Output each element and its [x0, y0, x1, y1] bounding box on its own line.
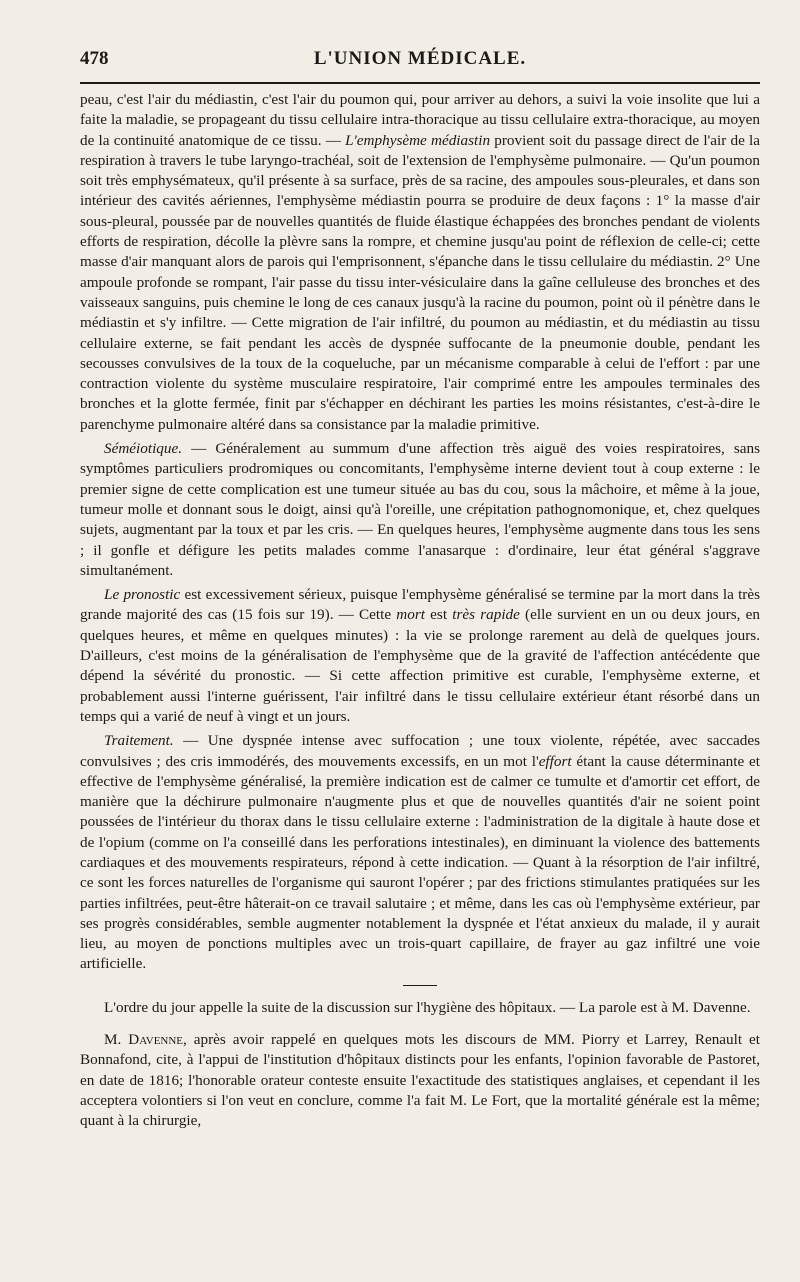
paragraph-text: est excessivement sérieux, puisque l'emphysème généralisé se termine par la mort dans la très grande majorité des cas (15 fois sur 19). — Cette: [80, 586, 761, 624]
section-heading: Le pronostic: [104, 586, 181, 604]
running-title: L'UNION MÉDICALE.: [313, 48, 527, 69]
paragraph-text: — Généralement au summum d'une affection très aiguë des voies respiratoires, sans symptômes particuliers prodromiques ou concomitants, l'emphysème interne devient tout à coup externe : le premier signe de cette complication est une tumeur située au bas du cou, sous la mâchoire, et même à la joue, tumeur molle et donnant sous le doigt, ainsi qu'à l'oreille, une crépitation pathognomonique, et, chez quelques sujets, augmentant par la toux et par les cris. — En quelques heures, l'emphysème augmente dans tous les sens ; il gonfle et défigure les petits malades comme l'anasarque : d'ordinaire, leur état général s'aggrave simultanément.: [80, 440, 760, 579]
italic-term: mort: [396, 606, 425, 624]
paragraph-pronostic: [80, 585, 760, 727]
italic-term: L'emphysème médiastin: [345, 131, 491, 149]
paragraph-text: (elle survient en un ou deux jours, en quelques heures, et même en quelques minutes) : la vie se prolonge rarement au delà de quelques jours. D'ailleurs, c'est moins de la généralisation de l'emphysème que de la gravité de l'affection antécédente que dépend la sévérité du pronostic. — Si cette affection primitive est curable, l'emphysème externe, et probablement aussi l'interne guérissent, l'air infiltré dans le tissu cellulaire extérieur étant résorbé dans un temps qui a varié de neuf à vingt et un jours.: [80, 606, 761, 725]
paragraph-text: peau, c'est l'air du médiastin, c'est l'air du poumon qui, pour arriver au dehors, a suivi la voie insolite que lui a faite la maladie, se propageant du tissu cellulaire intra-thoracique au tissu cellulaire extra-thoracique, au moyen de la continuité anatomique de ce tissu. —: [80, 91, 760, 149]
paragraph-text: — Une dyspnée intense avec suffocation ; une toux violente, répétée, avec saccades convulsives ; des cris immodérés, des mouvements excessifs, en un mot l': [80, 732, 760, 770]
header-rule: [80, 82, 760, 84]
paragraph-text: provient soit du passage direct de l'air de la respiration à travers le tube laryngo-trachéal, soit de l'extension de l'emphysème pulmonaire. — Qu'un poumon soit très emphysémateux, qu'il présente à sa surface, près de sa racine, des ampoules sous-pleurales, et dans son intérieur des cavités aériennes, l'emphysème médiastin pourra se produire de deux façons : 1° la masse d'air sous-pleural, poussée par de nouvelles quantités de fluide élastique échappées des bronches pendant de violents efforts de respiration, décolle la plèvre sans la rompre, et chemine jusqu'au point de réflexion de celle-ci; cette masse d'air manquant alors de parois qui l'emprisonnent, s'épanche dans le tissu cellulaire du médiastin. 2° Une ampoule profonde se rompant, l'air passe du tissu inter-vésiculaire dans la gaîne celluleuse des bronches et des vaisseaux sanguins, puis chemine le long de ces canaux jusqu'à la racine du poumon, point où il pénètre dans le médiastin et s'y infiltre. — Cette migration de l'air infiltré, du poumon au médiastin, et du médiastin au tissu cellulaire externe, se fait pendant les accès de dyspnée suffocante de la pneumonie double, pendant les secousses convulsives de la toux de la coqueluche, par un mécanisme comparable à celui de l'effort : par une contraction violente du système musculaire respiratoire, l'air comprimé entre les ampoules terminales des bronches et la glotte fermée, finit par s'échapper en déchirant les parties les moins résistantes, c'est-à-dire le parenchyme pulmonaire altéré dans sa consistance par la maladie primitive.: [80, 131, 760, 433]
speaker-name: M. Davenne: [104, 1031, 184, 1049]
article-body: [80, 90, 760, 1132]
section-heading: Séméiotique.: [104, 440, 183, 458]
paragraph-text: L'ordre du jour appelle la suite de la discussion sur l'hygiène des hôpitaux. — La parole est à M. Davenne.: [104, 998, 751, 1016]
paragraph-text: étant la cause déterminante et effective de l'emphysème généralisé, la première indication est de calmer ce tumulte et d'amortir cet effort, de manière que la déchirure pulmonaire n'augmente plus et que de nouvelles quantités d'air ne soient point poussées de l'intérieur du thorax dans le tissu cellulaire externe : l'administration de la digitale à haute dose et de l'opium (comme on l'a conseillé dans les perforations intestinales), en diminuant la violence des battements cardiaques et des mouvements respirateurs, répond à cette indication. — Quant à la résorption de l'air infiltré, ce sont les forces naturelles de l'organisme qui sauront l'opérer ; par des frictions stimulantes pratiquées sur les parties infiltrées, peut-être hâterait-on ce travail salutaire ; et même, dans les cas où l'emphysème extérieur, par ses progrès considérables, semble augmenter notablement la dyspnée et l'état anxieux du malade, il y aurait lieu, au moyen de ponctions multiples avec un trois-quart capillaire, de frayer au gaz infiltré une voie artificielle.: [80, 752, 760, 973]
paragraph-ordre-du-jour: [80, 998, 760, 1018]
paragraph-davenne: [80, 1030, 760, 1131]
section-separator: [403, 985, 437, 986]
paragraph-text: , après avoir rappelé en quelques mots les discours de MM. Piorry et Larrey, Renault et Bonnafond, cite, à l'appui de l'institution d'hôpitaux distincts pour les enfants, l'opinion favorable de Pastoret, en date de 1816; l'honorable orateur conteste ensuite l'exactitude des statistiques anglaises, et cependant il les acceptera volontiers si l'on veut en conclure, comme l'a fait M. Le Fort, que la mortalité générale est la même; quant à la chirurgie,: [80, 1031, 760, 1130]
paragraph-traitement: [80, 731, 760, 975]
page-number: 478: [80, 48, 109, 69]
section-heading: Traitement.: [104, 732, 174, 750]
paragraph-text: est: [425, 606, 453, 624]
page-header: [80, 48, 760, 78]
paragraph-semeiotique: [80, 439, 760, 581]
italic-term: très rapide: [452, 606, 520, 624]
italic-term: effort: [538, 752, 572, 770]
paragraph-emphyseme: [80, 90, 760, 435]
